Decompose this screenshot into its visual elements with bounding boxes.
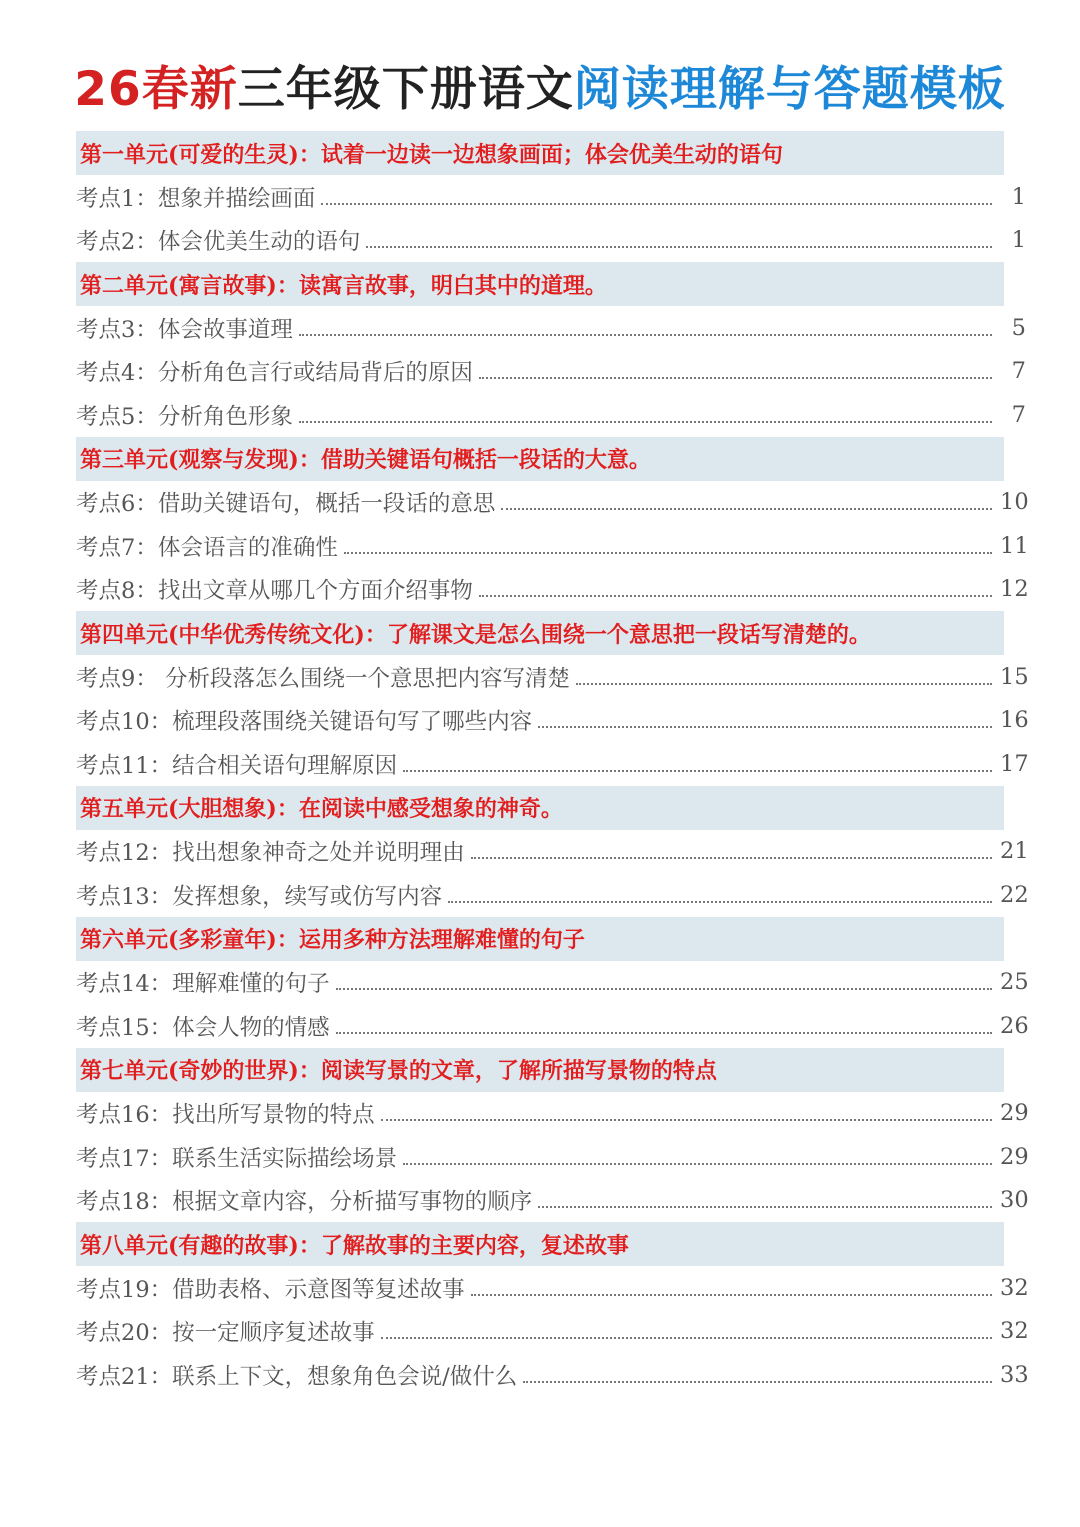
toc-entry[interactable] [76, 1004, 1029, 1048]
toc-entry-label: 考点15：体会人物的情感 [76, 1014, 330, 1041]
toc-entry[interactable] [76, 393, 1026, 437]
toc-entry[interactable] [76, 306, 1026, 350]
toc-entry-label: 考点4：分析角色言行或结局背后的原因 [76, 360, 473, 387]
toc-entry-label: 考点10：梳理段落围绕关键语句写了哪些内容 [76, 709, 533, 736]
toc-entry-page-number: 29 [1000, 1143, 1029, 1170]
toc-entry-label: 考点9： 分析段落怎么围绕一个意思把内容写清楚 [76, 665, 570, 692]
toc-entry-page-number: 33 [1000, 1361, 1029, 1388]
toc-entry-page-number: 32 [1000, 1274, 1029, 1301]
toc-entry-page-number: 12 [1000, 576, 1029, 603]
dot-leader [299, 334, 992, 336]
toc-entry-label: 考点13：发挥想象，续写或仿写内容 [76, 883, 443, 910]
title-part-blue: 阅读理解与答题模板 [573, 62, 1006, 117]
toc-entry-page-number: 7 [1011, 358, 1026, 385]
dot-leader [576, 683, 992, 685]
dot-leader [538, 726, 992, 728]
dot-leader [366, 246, 992, 248]
unit-heading: 第五单元(大胆想象)：在阅读中感受想象的神奇。 [76, 786, 1004, 830]
dot-leader [336, 988, 992, 990]
unit-heading: 第八单元(有趣的故事)：了解故事的主要内容，复述故事 [76, 1222, 1004, 1266]
dot-leader [479, 377, 992, 379]
toc-entry[interactable] [76, 873, 1029, 917]
toc-entry-label: 考点21：联系上下文，想象角色会说/做什么 [76, 1363, 518, 1390]
toc-entry-label: 考点3：体会故事道理 [76, 316, 293, 343]
toc-entry-label: 考点12：找出想象神奇之处并说明理由 [76, 840, 465, 867]
dot-leader [344, 552, 992, 554]
unit-heading: 第四单元(中华优秀传统文化)：了解课文是怎么围绕一个意思把一段话写清楚的。 [76, 611, 1004, 655]
toc-entry[interactable] [76, 699, 1029, 743]
unit-heading: 第三单元(观察与发现)：借助关键语句概括一段话的大意。 [76, 437, 1004, 481]
toc-entry[interactable] [76, 219, 1026, 263]
toc-entry-label: 考点6：借助关键语句，概括一段话的意思 [76, 491, 496, 518]
toc-entry-page-number: 32 [1000, 1318, 1029, 1345]
toc-entry[interactable] [76, 481, 1029, 525]
toc-entry-label: 考点16：找出所写景物的特点 [76, 1102, 375, 1129]
toc-entry-label: 考点20：按一定顺序复述故事 [76, 1320, 375, 1347]
toc-entry[interactable] [76, 175, 1026, 219]
dot-leader [501, 508, 992, 510]
unit-heading: 第六单元(多彩童年)：运用多种方法理解难懂的句子 [76, 917, 1004, 961]
toc-entry-page-number: 29 [1000, 1100, 1029, 1127]
dot-leader [471, 857, 992, 859]
toc-entry-page-number: 7 [1011, 401, 1026, 428]
toc-entry-page-number: 1 [1011, 183, 1026, 210]
toc-entry-page-number: 11 [1000, 532, 1029, 559]
toc-entry[interactable] [76, 1310, 1029, 1354]
dot-leader [381, 1119, 992, 1121]
dot-leader [479, 595, 992, 597]
toc-entry[interactable] [76, 961, 1029, 1005]
toc-entry-page-number: 1 [1011, 227, 1026, 254]
unit-heading: 第七单元(奇妙的世界)：阅读写景的文章，了解所描写景物的特点 [76, 1048, 1004, 1092]
toc-entry[interactable] [76, 524, 1029, 568]
dot-leader [381, 1337, 992, 1339]
table-of-contents [76, 131, 1029, 1397]
toc-entry-label: 考点14：理解难懂的句子 [76, 971, 330, 998]
unit-heading: 第二单元(寓言故事)：读寓言故事，明白其中的道理。 [76, 262, 1004, 306]
toc-entry-label: 考点2：体会优美生动的语句 [76, 229, 361, 256]
page-title [0, 52, 1080, 128]
toc-entry-page-number: 10 [1000, 489, 1029, 516]
toc-entry-page-number: 30 [1000, 1187, 1029, 1214]
toc-entry-page-number: 26 [1000, 1012, 1029, 1039]
dot-leader [321, 203, 992, 205]
toc-entry-page-number: 15 [1000, 663, 1029, 690]
toc-entry-page-number: 25 [1000, 969, 1029, 996]
toc-entry-page-number: 16 [1000, 707, 1029, 734]
toc-entry-page-number: 21 [1000, 838, 1029, 865]
dot-leader [471, 1294, 992, 1296]
toc-entry[interactable] [76, 1135, 1029, 1179]
toc-entry-page-number: 17 [1000, 750, 1029, 777]
dot-leader [403, 770, 992, 772]
toc-entry[interactable] [76, 742, 1029, 786]
toc-entry[interactable] [76, 1266, 1029, 1310]
toc-entry-label: 考点8：找出文章从哪几个方面介绍事物 [76, 578, 473, 605]
dot-leader [403, 1163, 992, 1165]
dot-leader [523, 1381, 992, 1383]
toc-entry-label: 考点11：结合相关语句理解原因 [76, 752, 398, 779]
title-part-black: 三年级下册语文 [237, 62, 574, 117]
dot-leader [448, 901, 992, 903]
dot-leader [538, 1206, 992, 1208]
toc-entry-label: 考点7：体会语言的准确性 [76, 534, 338, 561]
toc-entry-label: 考点19：借助表格、示意图等复述故事 [76, 1276, 465, 1303]
toc-entry-label: 考点17：联系生活实际描绘场景 [76, 1145, 398, 1172]
toc-entry[interactable] [76, 655, 1029, 699]
toc-entry[interactable] [76, 1092, 1029, 1136]
toc-entry[interactable] [76, 830, 1029, 874]
toc-entry[interactable] [76, 1179, 1029, 1223]
toc-entry-page-number: 5 [1011, 314, 1026, 341]
dot-leader [336, 1032, 992, 1034]
toc-entry[interactable] [76, 350, 1026, 394]
toc-entry[interactable] [76, 568, 1029, 612]
toc-entry-page-number: 22 [1000, 881, 1029, 908]
unit-heading: 第一单元(可爱的生灵)：试着一边读一边想象画面；体会优美生动的语句 [76, 131, 1004, 175]
dot-leader [299, 421, 992, 423]
toc-entry-label: 考点18：根据文章内容，分析描写事物的顺序 [76, 1189, 533, 1216]
toc-entry[interactable] [76, 1353, 1029, 1397]
toc-entry-label: 考点1：想象并描绘画面 [76, 185, 316, 212]
toc-entry-label: 考点5：分析角色形象 [76, 403, 293, 430]
title-part-red: 26春新 [74, 62, 238, 117]
